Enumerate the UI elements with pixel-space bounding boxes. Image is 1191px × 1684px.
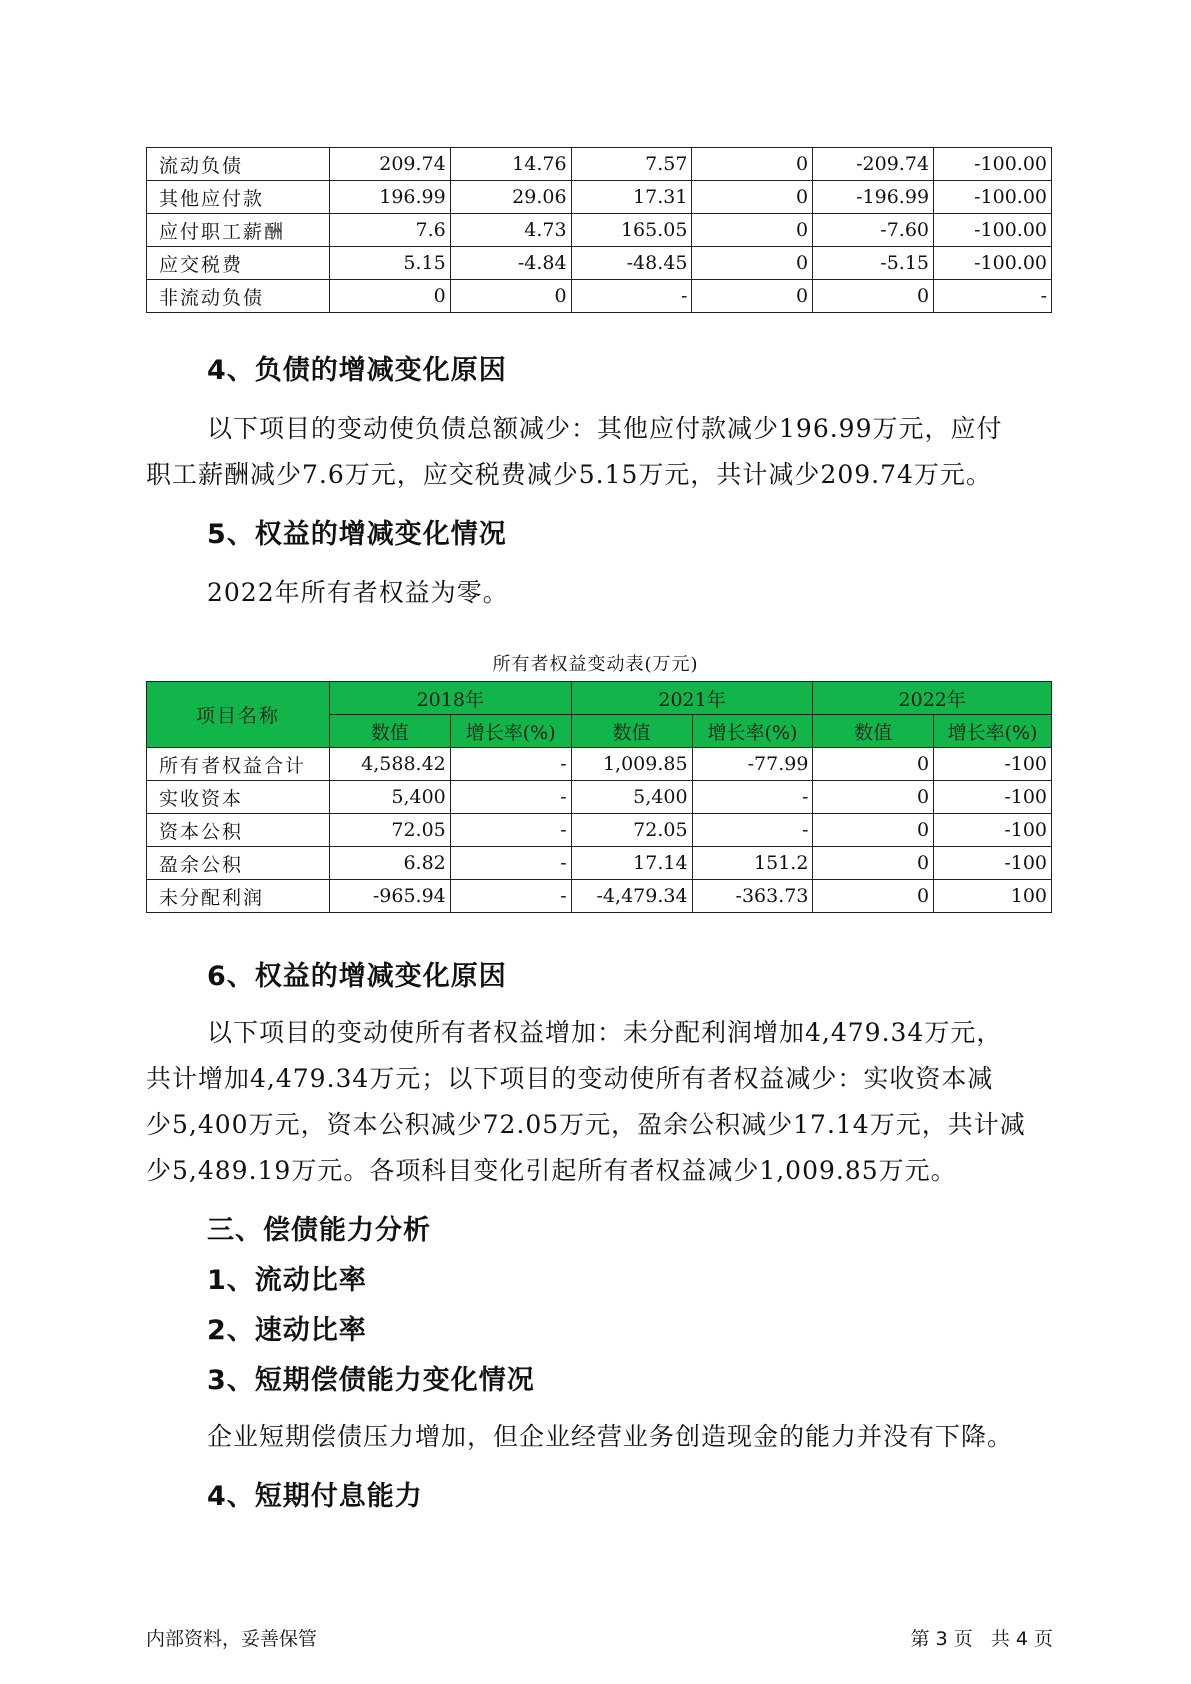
cell: 29.06	[450, 181, 571, 214]
footer-note: 内部资料，妥善保管	[146, 1628, 318, 1650]
cell: 4.73	[450, 214, 571, 247]
paragraph-line: 以下项目的变动使所有者权益增加：未分配利润增加4,479.34万元，	[207, 1018, 1003, 1047]
cell: 4,588.42	[329, 748, 450, 781]
header-year: 2021年	[571, 682, 813, 715]
section-heading: 5、权益的增减变化情况	[207, 519, 507, 550]
row-label: 资本公积	[147, 814, 330, 847]
cell: 14.76	[450, 148, 571, 181]
cell: 72.05	[329, 814, 450, 847]
section-heading: 4、负债的增减变化原因	[207, 355, 507, 386]
paragraph-line: 企业短期偿债压力增加，但企业经营业务创造现金的能力并没有下降。	[207, 1422, 1014, 1451]
row-label: 实收资本	[147, 781, 330, 814]
cell: 196.99	[329, 181, 450, 214]
cell: -	[450, 781, 571, 814]
cell: -	[450, 847, 571, 880]
paragraph-line: 2022年所有者权益为零。	[207, 578, 509, 607]
cell: -48.45	[571, 247, 692, 280]
cell: 100	[934, 880, 1052, 913]
cell: 165.05	[571, 214, 692, 247]
cell: -100	[934, 847, 1052, 880]
table-row	[147, 148, 1052, 181]
cell: -	[571, 280, 692, 313]
cell: -	[934, 280, 1052, 313]
cell: -209.74	[813, 148, 934, 181]
cell: 6.82	[329, 847, 450, 880]
table-header-row	[147, 682, 1052, 715]
cell: 0	[813, 748, 934, 781]
cell: -	[692, 781, 813, 814]
subsection-heading: 1、流动比率	[207, 1265, 367, 1296]
cell: 0	[692, 247, 813, 280]
paragraph-line: 以下项目的变动使负债总额减少：其他应付款减少196.99万元，应付	[207, 414, 1003, 443]
table-caption: 所有者权益变动表(万元)	[492, 654, 699, 675]
header-value: 数值	[329, 715, 450, 748]
cell: 17.31	[571, 181, 692, 214]
header-year: 2018年	[329, 682, 571, 715]
cell: -7.60	[813, 214, 934, 247]
chapter-heading: 三、偿债能力分析	[207, 1215, 431, 1246]
row-label: 未分配利润	[147, 880, 330, 913]
cell: 5.15	[329, 247, 450, 280]
cell: -4,479.34	[571, 880, 692, 913]
table-row	[147, 781, 1052, 814]
cell: 0	[692, 181, 813, 214]
table-row	[147, 847, 1052, 880]
cell: 7.6	[329, 214, 450, 247]
header-growth: 增长率(%)	[692, 715, 813, 748]
cell: -77.99	[692, 748, 813, 781]
paragraph-line: 职工薪酬减少7.6万元，应交税费减少5.15万元，共计减少209.74万元。	[146, 460, 992, 489]
cell: -100	[934, 748, 1052, 781]
cell: 0	[813, 847, 934, 880]
row-label: 非流动负债	[147, 280, 330, 313]
cell: 7.57	[571, 148, 692, 181]
table-row	[147, 748, 1052, 781]
row-label: 所有者权益合计	[147, 748, 330, 781]
row-label: 其他应付款	[147, 181, 330, 214]
row-label: 应付职工薪酬	[147, 214, 330, 247]
subsection-heading: 4、短期付息能力	[207, 1481, 423, 1512]
cell: -100.00	[934, 214, 1052, 247]
cell: 0	[813, 814, 934, 847]
cell: 0	[813, 280, 934, 313]
cell: -965.94	[329, 880, 450, 913]
header-item: 项目名称	[147, 682, 330, 748]
cell: 0	[813, 880, 934, 913]
header-growth: 增长率(%)	[450, 715, 571, 748]
cell: 5,400	[329, 781, 450, 814]
paragraph-line: 少5,400万元，资本公积减少72.05万元，盈余公积减少17.14万元，共计减	[146, 1110, 1026, 1139]
row-label: 流动负债	[147, 148, 330, 181]
row-label: 盈余公积	[147, 847, 330, 880]
cell: -	[450, 880, 571, 913]
table-row	[147, 181, 1052, 214]
table-row	[147, 214, 1052, 247]
cell: 72.05	[571, 814, 692, 847]
cell: 5,400	[571, 781, 692, 814]
header-growth: 增长率(%)	[934, 715, 1052, 748]
cell: 0	[692, 214, 813, 247]
cell: -	[692, 814, 813, 847]
table-row	[147, 880, 1052, 913]
cell: 209.74	[329, 148, 450, 181]
subsection-heading: 3、短期偿债能力变化情况	[207, 1365, 535, 1396]
row-label: 应交税费	[147, 247, 330, 280]
table-row	[147, 247, 1052, 280]
cell: 1,009.85	[571, 748, 692, 781]
cell: -100.00	[934, 148, 1052, 181]
header-value: 数值	[813, 715, 934, 748]
liability-table	[146, 147, 1052, 313]
cell: -	[450, 814, 571, 847]
cell: 17.14	[571, 847, 692, 880]
cell: 0	[813, 781, 934, 814]
header-year: 2022年	[813, 682, 1052, 715]
cell: -5.15	[813, 247, 934, 280]
paragraph-line: 共计增加4,479.34万元；以下项目的变动使所有者权益减少：实收资本减	[146, 1064, 994, 1093]
cell: 0	[692, 280, 813, 313]
cell: 0	[329, 280, 450, 313]
table-row	[147, 814, 1052, 847]
cell: -100	[934, 814, 1052, 847]
page-number: 第 3 页 共 4 页	[910, 1628, 1053, 1650]
cell: -4.84	[450, 247, 571, 280]
section-heading: 6、权益的增减变化原因	[207, 961, 507, 992]
header-value: 数值	[571, 715, 692, 748]
cell: 0	[692, 148, 813, 181]
table-row	[147, 280, 1052, 313]
cell: -100.00	[934, 247, 1052, 280]
cell: 151.2	[692, 847, 813, 880]
paragraph-line: 少5,489.19万元。各项科目变化引起所有者权益减少1,009.85万元。	[146, 1156, 957, 1185]
cell: 0	[450, 280, 571, 313]
equity-table	[146, 681, 1052, 913]
cell: -100	[934, 781, 1052, 814]
cell: -	[450, 748, 571, 781]
cell: -196.99	[813, 181, 934, 214]
cell: -363.73	[692, 880, 813, 913]
subsection-heading: 2、速动比率	[207, 1315, 367, 1346]
cell: -100.00	[934, 181, 1052, 214]
